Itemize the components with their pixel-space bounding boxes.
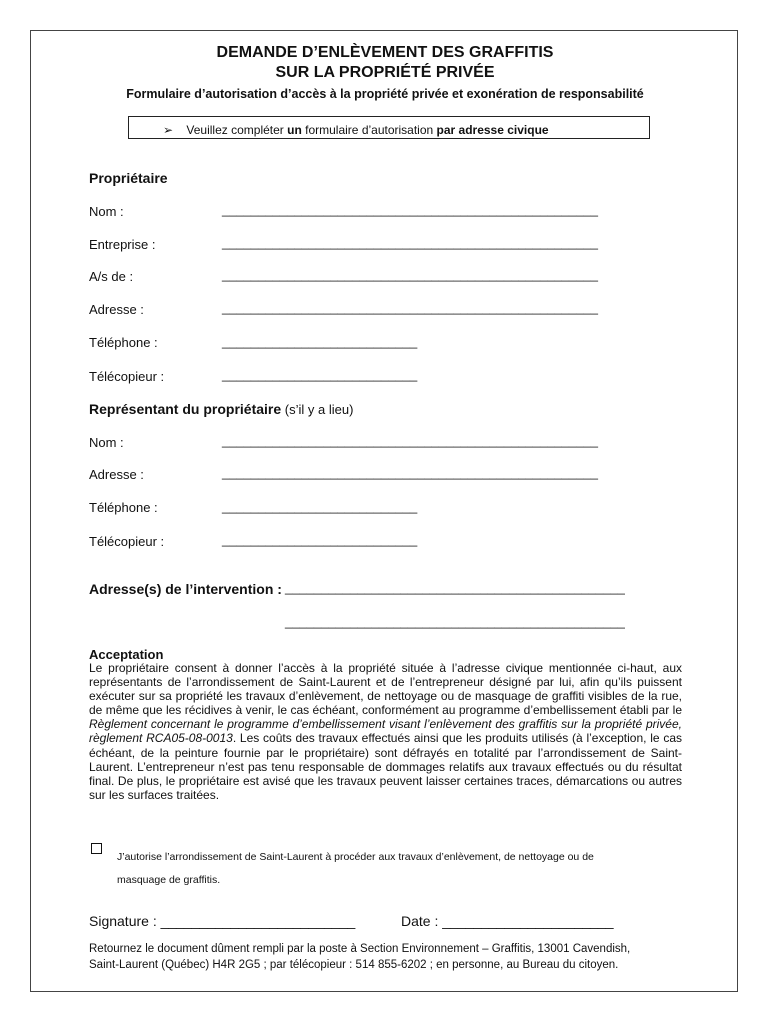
owner-address-field[interactable]: ____________________________________________________ <box>222 300 598 315</box>
acceptance-text-part1: Le propriétaire consent à donner l’accès à la propriété située à l’adresse civique mentionnée ci-haut, aux représentants de l’arrondissement de Saint-Laurent et de l’entrepreneur désigné par lui, afin qu’ils puissent exécuter sur sa propriété les travaux d’enlèvement, de nettoyage ou de masquage de graffiti visibles de la rue, de même que les récidives à venir, le cas échéant, conformément au programme d’embellissement établi par le <box>89 661 682 718</box>
notice-part4: par adresse civique <box>436 123 549 137</box>
rep-address-label: Adresse : <box>89 467 144 482</box>
date-row <box>401 913 614 929</box>
notice-part3: formulaire d’autorisation <box>301 123 437 137</box>
owner-heading: Propriétaire <box>89 170 168 186</box>
acceptance-text-part2: . Les coûts des travaux effectués ainsi que les produits utilisés (à l’exception, le cas échéant, de la peinture fournie par le propriétaire) sont défrayés en totalité par l’arrondissement de Saint-Laurent. L’entrepreneur n’est pas tenu responsable de dommages relatifs aux travaux effectués ou du résultat final. De plus, le propriétaire est avisé que les travaux peuvent laisser certaines traces, démarcations ou autres sur les surfaces traitées. <box>89 731 682 802</box>
rep-phone-label: Téléphone : <box>89 500 158 515</box>
owner-name-label: Nom : <box>89 204 124 219</box>
footer-line1: Retournez le document dûment rempli par la poste à Section Environnement – Graffitis, 13001 Cavendish, <box>89 943 631 955</box>
form-title-line1: DEMANDE D’ENLÈVEMENT DES GRAFFITIS <box>216 44 554 61</box>
notice-part1: Veuillez compléter <box>186 123 288 137</box>
arrow-bullet-icon: ➢ <box>163 123 174 137</box>
owner-attention-label: A/s de : <box>89 269 134 284</box>
owner-name-field[interactable]: ____________________________________________________ <box>222 202 598 217</box>
acceptance-heading: Acceptation <box>89 647 164 662</box>
signature-row <box>89 913 355 929</box>
owner-address-label: Adresse : <box>89 302 144 317</box>
rep-name-label: Nom : <box>89 435 124 450</box>
date-label: Date : <box>401 913 443 929</box>
representative-heading: Représentant du propriétaire <box>89 401 282 417</box>
rep-name-field[interactable]: ____________________________________________________ <box>222 433 598 448</box>
owner-company-field[interactable]: ____________________________________________________ <box>222 235 598 250</box>
consent-text-line1: J’autorise l’arrondissement de Saint-Laurent à procéder aux travaux d’enlèvement, de nettoyage ou de <box>117 851 594 863</box>
consent-text-line2: masquage de graffitis. <box>117 874 221 886</box>
signature-field[interactable]: _________________________ <box>160 913 356 929</box>
owner-fax-label: Télécopieur : <box>89 369 165 384</box>
footer-line2: Saint-Laurent (Québec) H4R 2G5 ; par télécopieur : 514 855-6202 ; en personne, au Bureau du citoyen. <box>89 959 619 971</box>
rep-phone-field[interactable]: ___________________________ <box>222 499 418 514</box>
owner-phone-field[interactable]: ___________________________ <box>222 334 418 349</box>
acceptance-text-bylaw: Règlement concernant le programme d’embellissement visant l’enlèvement des graffitis sur la propriété privée, règlement RCA05-08-0013 <box>89 717 682 746</box>
consent-checkbox[interactable] <box>91 843 102 854</box>
rep-fax-field[interactable]: ___________________________ <box>222 532 418 547</box>
notice-box <box>128 116 650 139</box>
rep-address-field[interactable]: ____________________________________________________ <box>222 465 598 480</box>
intervention-label: Adresse(s) de l’intervention : <box>89 581 282 597</box>
form-subtitle: Formulaire d’autorisation d’accès à la propriété privée et exonération de responsabilité <box>126 87 644 101</box>
owner-phone-label: Téléphone : <box>89 335 158 350</box>
owner-fax-field[interactable]: ___________________________ <box>222 367 418 382</box>
form-title-line2: SUR LA PROPRIÉTÉ PRIVÉE <box>275 64 495 81</box>
signature-label: Signature : <box>89 913 161 929</box>
notice-part2: un <box>287 123 302 137</box>
owner-attention-field[interactable]: ____________________________________________________ <box>222 267 598 282</box>
representative-heading-row <box>89 401 353 419</box>
intervention-address-field-2[interactable]: _______________________________________________ <box>285 614 625 629</box>
owner-company-label: Entreprise : <box>89 237 156 252</box>
rep-fax-label: Télécopieur : <box>89 534 165 549</box>
notice-text <box>163 123 549 137</box>
acceptance-text <box>89 661 682 802</box>
representative-note: (s’il y a lieu) <box>281 402 354 417</box>
intervention-address-field-1[interactable]: _______________________________________________ <box>285 580 625 595</box>
date-field[interactable]: ______________________ <box>442 913 614 929</box>
